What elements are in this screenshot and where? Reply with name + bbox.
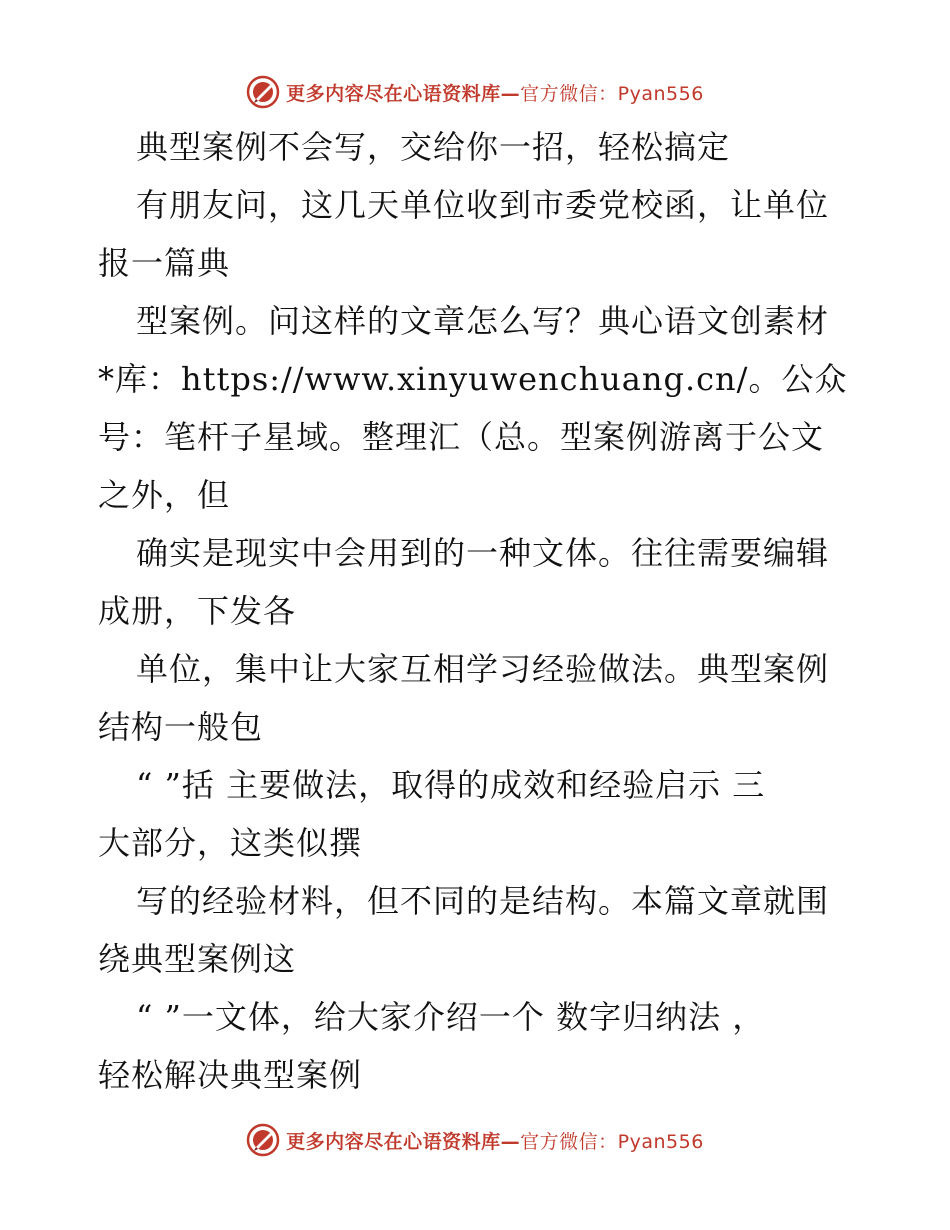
text-line: 单位，集中让大家互相学习经验做法。典型案例 [136,650,830,688]
text-line: *库：https://www.xinyuwenchuang.cn/。公众 [98,360,848,398]
text-line: 大部分，这类似撰 [98,824,363,862]
footer-watermark [0,1120,950,1160]
text-line: “ ”一文体，给大家介绍一个 数字归纳法 ， [136,998,766,1036]
text-line: 报一篇典 [98,244,231,282]
text-line: 确实是现实中会用到的一种文体。往往需要编辑 [136,534,830,572]
watermark-contact: 官方微信：Pyan556 [520,82,704,105]
text-line: 有朋友问，这几天单位收到市委党校函，让单位 [136,186,830,224]
watermark-text: 更多内容尽在心语资料库— [286,1130,521,1153]
document-body [98,118,858,1104]
text-line: 写的经验材料，但不同的是结构。本篇文章就围 [136,882,830,920]
watermark-contact: 官方微信：Pyan556 [520,1130,704,1153]
watermark-text: 更多内容尽在心语资料库— [286,82,521,105]
text-line: 号：笔杆子星域。整理汇（总。型案例游离于公文 [98,418,825,456]
text-line: 典型案例不会写，交给你一招，轻松搞定 [136,128,731,166]
text-line: 绕典型案例这 [98,940,297,978]
header-watermark [0,72,950,112]
text-line: 轻松解决典型案例 [98,1056,363,1094]
text-line: 之外，但 [98,476,231,514]
text-line: 结构一般包 [98,708,264,746]
text-line: “ ”括 主要做法，取得的成效和经验启示 三 [136,766,766,804]
pen-logo-icon [246,1123,280,1157]
pen-logo-icon [246,75,280,109]
text-line: 型案例。问这样的文章怎么写？典心语文创素材 [136,302,830,340]
text-line: 成册，下发各 [98,592,297,630]
